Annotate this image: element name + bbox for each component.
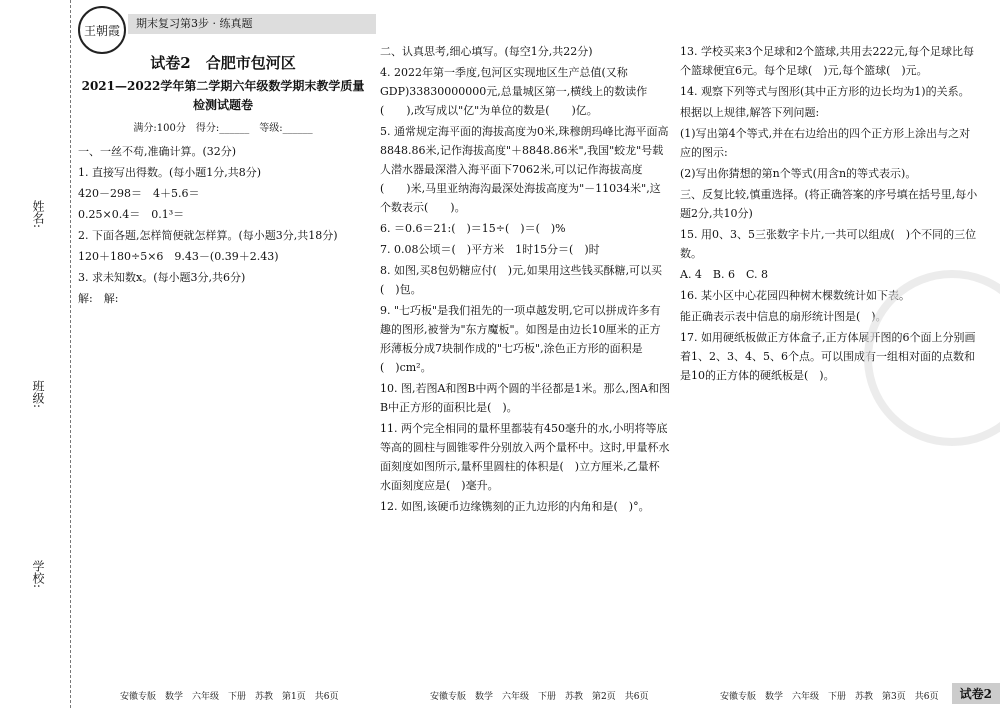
question-line: 一、一丝不苟,准确计算。(32分) <box>78 145 237 158</box>
score-line: 满分:100分 得分:______ 等级:______ <box>133 123 313 134</box>
question-line: 13. 学校买来3个足球和2个篮球,共用去222元,每个足球比每个篮球便宜6元。每个足球( )元,每个篮球( )元。 <box>680 45 974 77</box>
column-1 <box>78 40 368 310</box>
question-line: 二、认真思考,细心填写。(每空1分,共22分) <box>380 45 593 58</box>
footer-page-2: 安徽专版 数学 六年级 下册 苏教 第2页 共6页 <box>430 692 649 702</box>
question-line: 4. 2022年第一季度,包河区实现地区生产总值(又称GDP)33830000000元,总量城区第一,横线上的数读作( ),改写成以"亿"为单位的数是( )亿。 <box>380 66 648 117</box>
question-line: A. 4 B. 6 C. 8 <box>680 268 769 281</box>
question-line: 0.25×0.4＝ 0.1³＝ <box>78 208 185 221</box>
question-line: 15. 用0、3、5三张数字卡片,一共可以组成( )个不同的三位数。 <box>680 228 977 260</box>
question-line: 8. 如图,买8包奶糖应付( )元,如果用这些钱买酥糖,可以买( )包。 <box>380 264 663 296</box>
brand-logo: 王朝霞 <box>78 6 126 54</box>
question-line: 9. "七巧板"是我们祖先的一项卓越发明,它可以拼成许多有趣的图形,被誉为"东方魔板"。如图是由边长10厘米的正方形薄板分成7块制作成的"七巧板",涂色正方形的面积是( )cm²。 <box>380 304 661 374</box>
question-line: 三、反复比较,慎重选择。(将正确答案的序号填在括号里,每小题2分,共10分) <box>680 188 978 220</box>
school-label: 学校: <box>31 560 45 589</box>
footer-page-1: 安徽专版 数学 六年级 下册 苏教 第1页 共6页 <box>120 692 339 702</box>
question-line: 12. 如图,该硬币边缘镌刻的正九边形的内角和是( )°。 <box>380 500 650 513</box>
question-line: 2. 下面各题,怎样简便就怎样算。(每小题3分,共18分) <box>78 229 338 242</box>
question-line: (2)写出你猜想的第n个等式(用含n的等式表示)。 <box>680 167 917 180</box>
question-line: (1)写出第4个等式,并在右边给出的四个正方形上涂出与之对应的图示: <box>680 127 971 159</box>
class-label: 班级: <box>31 380 45 409</box>
question-line: 7. 0.08公顷＝( )平方米 1时15分＝( )时 <box>380 243 600 256</box>
question-line: 1. 直接写出得数。(每小题1分,共8分) <box>78 166 262 179</box>
question-line: 解: 解: <box>78 292 119 305</box>
column-2 <box>380 40 670 518</box>
paper-tag: 试卷2 <box>952 683 1000 704</box>
question-line: 5. 通常规定海平面的海拔高度为0米,珠穆朗玛峰比海平面高8848.86米,记作海拔高度"＋8848.86米",我国"蛟龙"号载人潜水器最深潜入海平面下7062米,可以记作海拔高度( )米,马里亚纳海沟最深处海拔高度为"－11034米",这个数表示( )。 <box>380 125 669 214</box>
question-line: 6. ＝0.6＝21:( )＝15÷( )＝( )% <box>380 222 566 235</box>
question-line: 3. 求未知数x。(每小题3分,共6分) <box>78 271 246 284</box>
question-line: 420－298＝ 4＋5.6＝ <box>78 187 200 200</box>
question-line: 10. 图,若图A和图B中两个圆的半径都是1米。那么,图A和图B中正方形的面积比是( )。 <box>380 382 670 414</box>
paper-title: 试卷2 合肥市包河区 <box>150 54 296 72</box>
header <box>78 6 378 38</box>
question-line: 17. 如用硬纸板做正方体盒子,正方体展开图的6个面上分别画着1、2、3、4、5、6个点。可以围成有一组相对面的点数和是10的正方体的硬纸板是( )。 <box>680 331 976 382</box>
binding-margin <box>0 0 71 708</box>
question-line: 120＋180÷5×6 9.43－(0.39＋2.43) <box>78 250 279 263</box>
question-line: 能正确表示表中信息的扇形统计图是( )。 <box>680 310 887 323</box>
header-banner: 期末复习第3步 · 练真题 <box>128 14 376 34</box>
footer-page-3: 安徽专版 数学 六年级 下册 苏教 第3页 共6页 <box>720 692 939 702</box>
name-label: 姓名: <box>31 200 45 229</box>
question-line: 16. 某小区中心花园四种树木棵数统计如下表。 <box>680 289 910 302</box>
paper-subtitle: 2021—2022学年第二学期六年级数学期末教学质量检测试题卷 <box>81 79 365 112</box>
question-line: 11. 两个完全相同的量杯里都装有450毫升的水,小明将等底等高的圆柱与圆锥零件分别放入两个量杯中。这时,甲量杯水面刻度如图所示,量杯里圆柱的体积是( )立方厘米,乙量杯水面刻度应是( )毫升。 <box>380 422 670 492</box>
question-line: 14. 观察下列等式与图形(其中正方形的边长均为1)的关系。 <box>680 85 970 98</box>
question-line: 根据以上规律,解答下列问题: <box>680 106 820 119</box>
